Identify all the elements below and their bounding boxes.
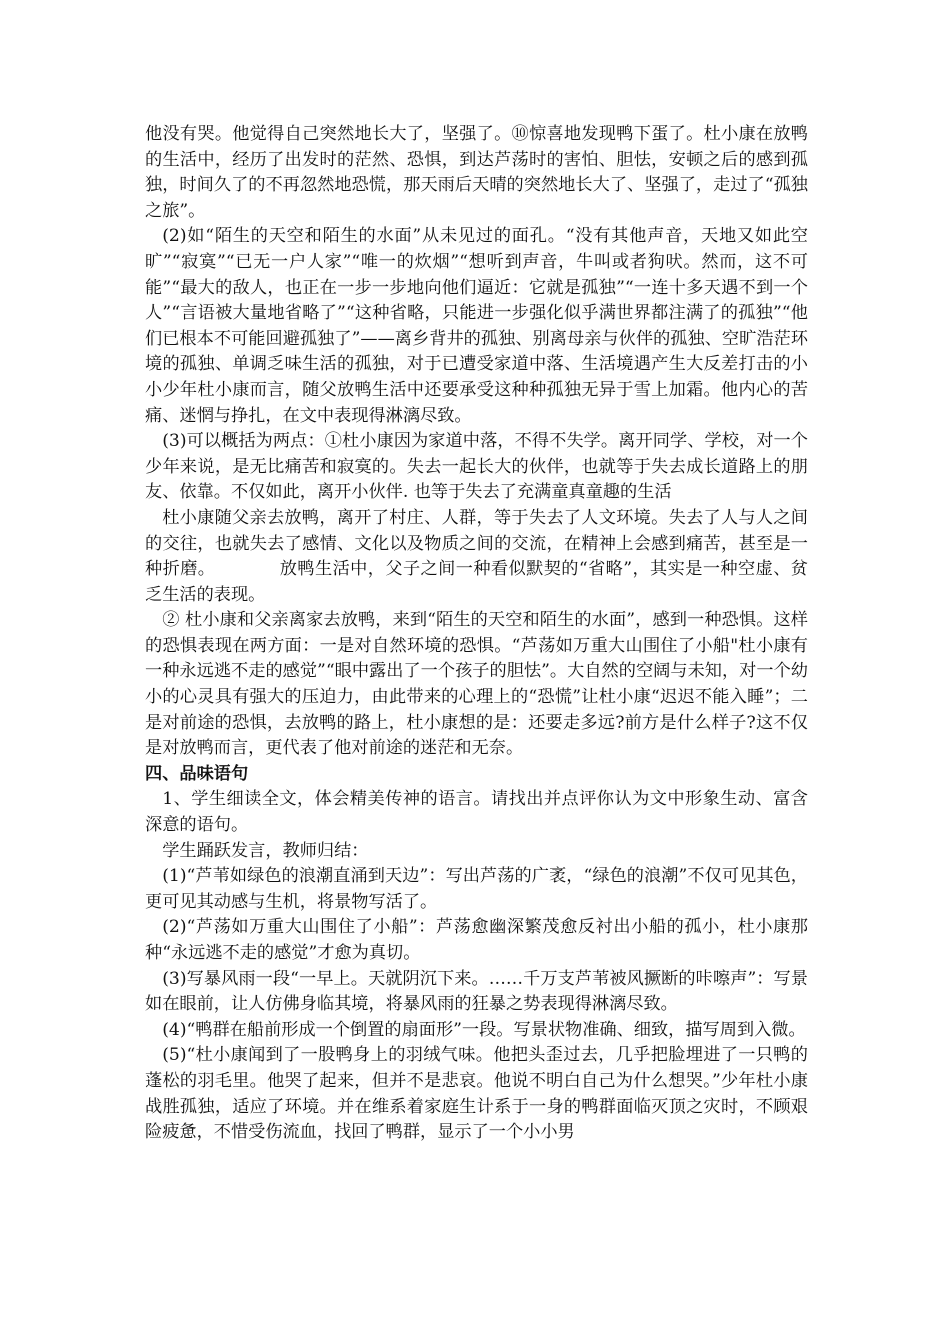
paragraph-answer-2: (2)如“陌生的天空和陌生的水面”从未见过的面孔。“没有其他声音，天地又如此空旷”“寂寞”“已无一户人家”“唯一的炊烟”“想听到声音，牛叫或者狗吠。然而，这不可能”“最大的敌人，也正在一步一步地向他们逼近：它就是孤独”“一连十多天遇不到一个人”“言语被大量地省略了”“这种省略，只能进一步强化似乎满世界都注满了的孤独”“他们已根本不可能回避孤独了”——离乡背井的孤独、别离母亲与伙伴的孤独、空旷浩茫环境的孤独、单调乏味生活的孤独，对于已遭受家道中落、生活境遇产生大反差打击的小小少年杜小康而言，随父放鸭生活中还要承受这种种孤独无异于雪上加霜。他内心的苦痛、迷惘与挣扎，在文中表现得淋漓尽致。 [145, 226, 808, 426]
paragraph-point-2: ② 杜小康和父亲离家去放鸭，来到“陌生的天空和陌生的水面”，感到一种恐惧。这样的恐惧表现在两方面：一是对自然环境的恐惧。“芦荡如万重大山围住了小船"杜小康有一种永远逃不走的感觉”“眼中露出了一个孩子的胆怯”。大自然的空阔与未知，对一个幼小的心灵具有强大的压迫力，由此带来的心理上的“恐慌”让杜小康“迟迟不能入睡”；二是对前途的恐惧，去放鸭的路上，杜小康想的是：还要走多远?前方是什么样子?这不仅是对放鸭而言，更代表了他对前途的迷茫和无奈。 [145, 610, 808, 759]
section-heading: 四、品味语句 [145, 763, 249, 784]
paragraph-summary-intro: 学生踊跃发言，教师归结： [162, 840, 369, 861]
paragraph-text-b: 放鸭生活中，父子之间一种看似默契的“省略”，其实是一种空虚、贫乏生活的表现。 [145, 559, 808, 605]
paragraph-item-4: (4)“鸭群在船前形成一个倒置的扇面形”一段。写景状物准确、细致，描写周到入微。 [162, 1019, 806, 1040]
paragraph-continuation: 他没有哭。他觉得自己突然地长大了，坚强了。⑩惊喜地发现鸭下蛋了。杜小康在放鸭的生活中，经历了出发时的茫然、恐惧，到达芦荡时的害怕、胆怯，安顿之后的感到孤独，时间久了的不再忽然地恐慌，那天雨后天晴的突然地长大了、坚强了，走过了“孤独之旅”。 [145, 124, 808, 221]
paragraph-item-2: (2)“芦荡如万重大山围住了小船”：芦荡愈幽深繁茂愈反衬出小船的孤小，杜小康那种“永远逃不走的感觉”才愈为真切。 [145, 917, 808, 963]
document-page [145, 122, 808, 1146]
paragraph-answer-3: (3)可以概括为两点：①杜小康因为家道中落，不得不失学。离开同学、学校，对一个少年来说，是无比痛苦和寂寞的。失去一起长大的伙伴，也就等于失去成长道路上的朋友、依靠。不仅如此，离开小伙伴. 也等于失去了充满童真童趣的生活 [145, 431, 808, 503]
paragraph-text-a: 杜小康随父亲去放鸭，离开了村庄、人群，等于失去了人文环境。失去了人与人之间的交往，也就失去了感情、文化以及物质之间的交流，在精神上会感到痛苦，甚至是一种折磨。 [145, 507, 808, 580]
paragraph-answer-3-continued [145, 506, 808, 608]
paragraph-item-5: (5)“杜小康闻到了一股鸭身上的羽绒气味。他把头歪过去，几乎把脸埋进了一只鸭的蓬松的羽毛里。他哭了起来，但并不是悲哀。他说不明白自己为什么想哭。”少年杜小康战胜孤独，适应了环境。并在维系着家庭生计系于一身的鸭群面临灭顶之灾时，不顾艰险疲惫，不惜受伤流血，找回了鸭群，显示了一个小小男 [145, 1045, 808, 1143]
paragraph-item-3: (3)写暴风雨一段“一早上。天就阴沉下来。……千万支芦苇被风撅断的咔嚓声”：写景如在眼前，让人仿佛身临其境，将暴风雨的狂暴之势表现得淋漓尽致。 [145, 968, 808, 1015]
paragraph-task-1: 1、学生细读全文，体会精美传神的语言。请找出并点评你认为文中形象生动、富含深意的语句。 [145, 789, 808, 836]
paragraph-item-1: (1)“芦苇如绿色的浪潮直涌到天边”：写出芦荡的广袤，“绿色的浪潮”不仅可见其色，更可见其动感与生机，将景物写活了。 [145, 866, 808, 912]
